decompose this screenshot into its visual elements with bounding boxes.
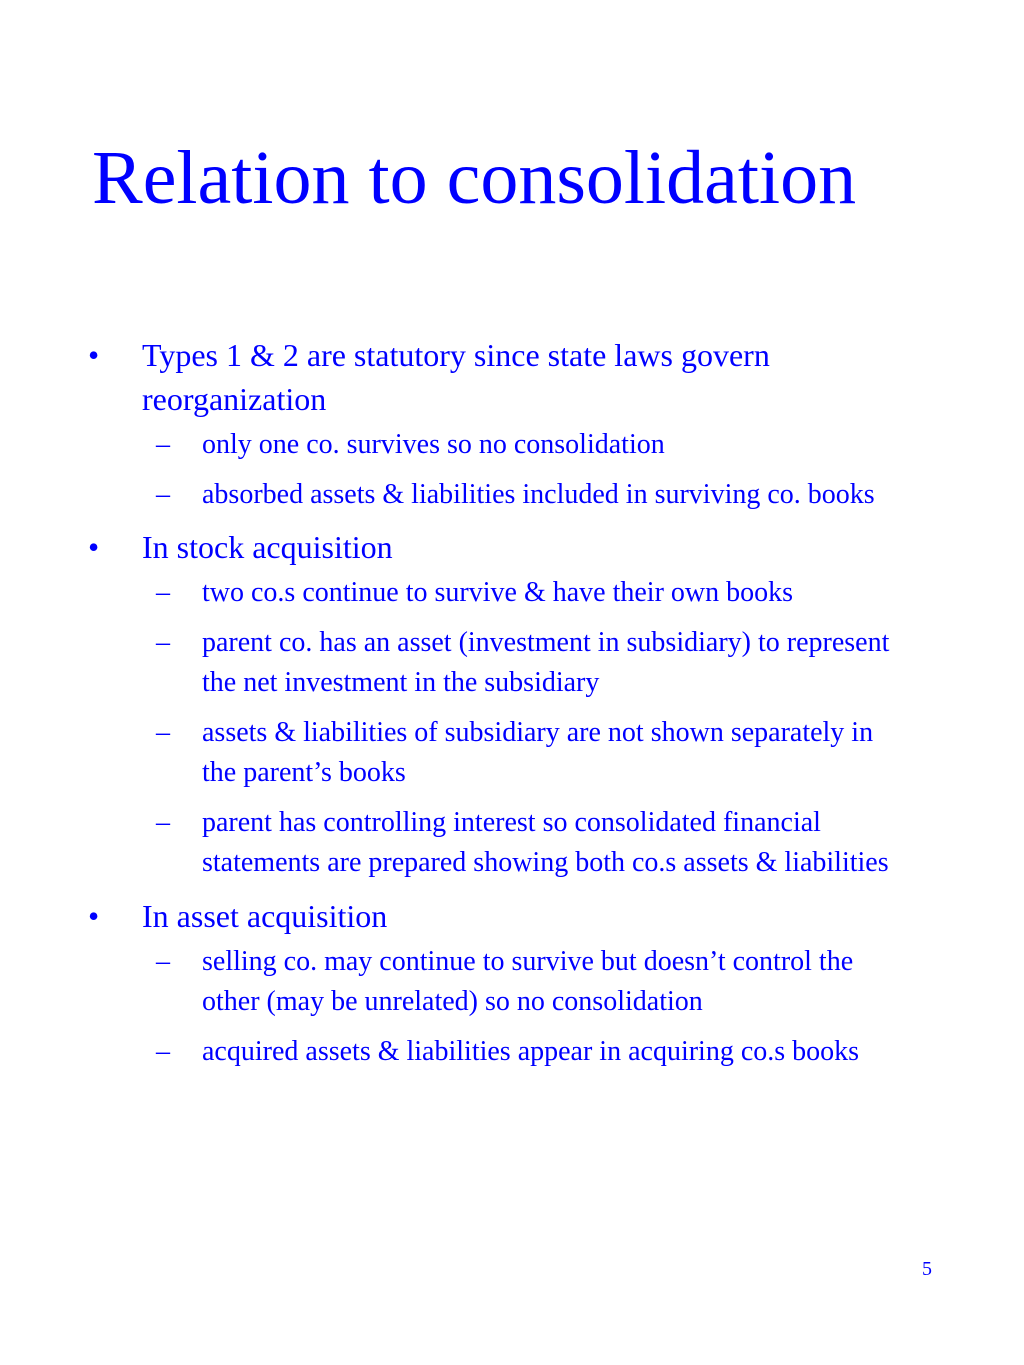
dash-marker: – xyxy=(156,1035,170,1067)
dash-marker: – xyxy=(156,716,170,748)
page-number: 5 xyxy=(922,1258,932,1280)
bullet-item xyxy=(0,525,892,884)
sub-item-text: assets & liabilities of subsidiary are not shown separately in the parent’s books xyxy=(202,716,874,788)
dash-marker: – xyxy=(156,806,170,838)
sub-item-text: selling co. may continue to survive but doesn’t control the other (may be unrelated) so no consolidation xyxy=(202,945,854,1017)
bullet-marker: • xyxy=(88,897,100,934)
bullet-item xyxy=(0,333,892,515)
sub-item-text: only one co. survives so no consolidation xyxy=(202,429,665,460)
sub-item-text: parent co. has an asset (investment in subsidiary) to represent the net investment in the subsidiary xyxy=(202,626,890,698)
bullet-marker: • xyxy=(88,529,100,565)
dash-marker: – xyxy=(156,626,170,658)
sub-item-text: acquired assets & liabilities appear in acquiring co.s books xyxy=(202,1035,860,1067)
sub-item-text: two co.s continue to survive & have their own books xyxy=(202,577,794,608)
slide-title: Relation to consolidation xyxy=(92,136,857,220)
bullet-text: In asset acquisition xyxy=(142,897,388,934)
bullet-text: In stock acquisition xyxy=(142,529,393,565)
sub-list xyxy=(142,573,892,884)
sub-item xyxy=(142,623,902,704)
sub-item xyxy=(142,803,902,884)
dash-marker: – xyxy=(156,429,170,460)
sub-item xyxy=(142,942,902,1023)
sub-item xyxy=(142,425,902,466)
sub-item xyxy=(142,1032,902,1073)
sub-list xyxy=(142,425,892,515)
sub-item xyxy=(142,475,902,516)
sub-item-text: absorbed assets & liabilities included in surviving co. books xyxy=(202,478,875,510)
dash-marker: – xyxy=(156,577,170,608)
dash-marker: – xyxy=(156,945,170,977)
dash-marker: – xyxy=(156,478,170,510)
bullet-marker: • xyxy=(88,337,100,373)
bullet-list xyxy=(0,333,1024,1072)
sub-list xyxy=(142,942,892,1073)
sub-item xyxy=(142,713,902,794)
sub-item-text: parent has controlling interest so consolidated financial statements are prepared showing both co.s assets & liabilities xyxy=(202,806,889,878)
sub-item xyxy=(142,573,902,614)
bullet-item xyxy=(0,894,892,1073)
bullet-text: Types 1 & 2 are statutory since state laws govern reorganization xyxy=(142,337,770,417)
